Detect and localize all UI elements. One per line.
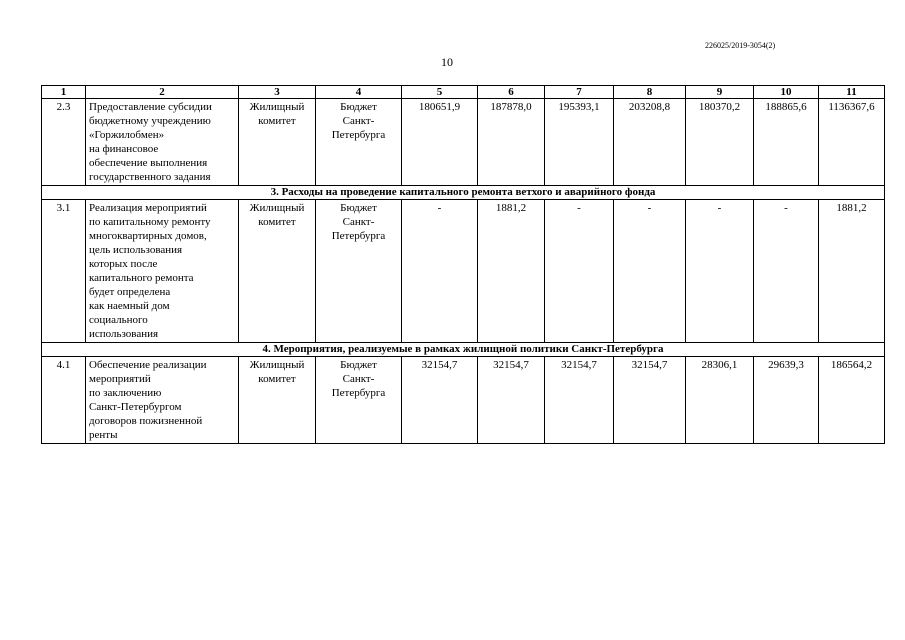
activity-name-line: будет определена (89, 286, 171, 298)
amount-cell: 29639,3 (754, 357, 819, 444)
funding-source-line: Петербурга (331, 387, 386, 399)
column-header: 10 (754, 86, 819, 99)
column-header: 4 (316, 86, 402, 99)
table-row (42, 357, 885, 444)
section-title-row (42, 343, 885, 357)
column-header: 5 (402, 86, 478, 99)
table-row (42, 200, 885, 343)
activity-name-line: как наемный дом (89, 300, 170, 312)
funding-source-line: Бюджет (340, 359, 377, 371)
column-header: 9 (686, 86, 754, 99)
activity-name-line: по заключению (89, 387, 162, 399)
activity-name-line: использования (89, 328, 159, 340)
activity-name (86, 200, 239, 343)
page-number: 10 (441, 55, 453, 69)
activity-name (86, 357, 239, 444)
executor-line: комитет (258, 216, 296, 228)
column-header: 8 (614, 86, 686, 99)
funding-source-line: Санкт- (342, 216, 375, 228)
amount-cell: - (545, 200, 614, 343)
amount-cell: - (686, 200, 754, 343)
activity-name-line: капитального ремонта (89, 272, 194, 284)
budget-table (41, 85, 885, 444)
funding-source-line: Бюджет (340, 202, 377, 214)
section-title-row (42, 186, 885, 200)
executor (239, 99, 316, 186)
column-header: 2 (86, 86, 239, 99)
table-row (42, 99, 885, 186)
funding-source-line: Петербурга (331, 129, 386, 141)
executor-line: комитет (258, 115, 296, 127)
executor-line: Жилищный (249, 359, 305, 371)
section-title: 4. Мероприятия, реализуемые в рамках жилищной политики Санкт-Петербурга (42, 343, 885, 357)
funding-source-line: Бюджет (340, 101, 377, 113)
funding-source (316, 200, 402, 343)
amount-cell: 28306,1 (686, 357, 754, 444)
amount-cell: 1881,2 (819, 200, 885, 343)
amount-cell: 203208,8 (614, 99, 686, 186)
amount-cell: 187878,0 (478, 99, 545, 186)
activity-name-line: многоквартирных домов, (89, 230, 207, 242)
amount-cell: 186564,2 (819, 357, 885, 444)
row-number: 3.1 (42, 200, 86, 343)
activity-name-line: по капитальному ремонту (89, 216, 211, 228)
amount-cell: 180370,2 (686, 99, 754, 186)
column-header: 6 (478, 86, 545, 99)
activity-name-line: Реализация мероприятий (89, 202, 207, 214)
column-header: 1 (42, 86, 86, 99)
amount-cell: 32154,7 (545, 357, 614, 444)
table-header-row (42, 86, 885, 99)
row-number: 2.3 (42, 99, 86, 186)
row-number: 4.1 (42, 357, 86, 444)
column-header: 3 (239, 86, 316, 99)
funding-source-line: Санкт- (342, 115, 375, 127)
executor-line: комитет (258, 373, 296, 385)
executor-line: Жилищный (249, 202, 305, 214)
amount-cell: 195393,1 (545, 99, 614, 186)
funding-source (316, 99, 402, 186)
activity-name-line: «Горжилобмен» (89, 129, 165, 141)
activity-name-line: социального (89, 314, 148, 326)
column-header: 7 (545, 86, 614, 99)
activity-name-line: которых после (89, 258, 158, 270)
executor (239, 200, 316, 343)
amount-cell: - (402, 200, 478, 343)
activity-name-line: ренты (89, 429, 118, 441)
executor (239, 357, 316, 444)
amount-cell: - (754, 200, 819, 343)
activity-name-line: договоров пожизненной (89, 415, 203, 427)
activity-name-line: цель использования (89, 244, 183, 256)
activity-name-line: на финансовое (89, 143, 159, 155)
funding-source (316, 357, 402, 444)
amount-cell: 1881,2 (478, 200, 545, 343)
amount-cell: 180651,9 (402, 99, 478, 186)
activity-name-line: бюджетному учреждению (89, 115, 211, 127)
amount-cell: 188865,6 (754, 99, 819, 186)
activity-name-line: государственного задания (89, 171, 211, 183)
document-code: 226025/2019-3054(2) (705, 41, 776, 50)
column-header: 11 (819, 86, 885, 99)
amount-cell: - (614, 200, 686, 343)
activity-name-line: Санкт-Петербургом (89, 401, 182, 413)
section-title: 3. Расходы на проведение капитального ремонта ветхого и аварийного фонда (42, 186, 885, 200)
activity-name-line: обеспечение выполнения (89, 157, 208, 169)
amount-cell: 1136367,6 (819, 99, 885, 186)
executor-line: Жилищный (249, 101, 305, 113)
funding-source-line: Санкт- (342, 373, 375, 385)
activity-name-line: мероприятий (89, 373, 151, 385)
amount-cell: 32154,7 (402, 357, 478, 444)
activity-name-line: Обеспечение реализации (89, 359, 207, 371)
activity-name-line: Предоставление субсидии (89, 101, 212, 113)
amount-cell: 32154,7 (478, 357, 545, 444)
funding-source-line: Петербурга (331, 230, 386, 242)
activity-name (86, 99, 239, 186)
amount-cell: 32154,7 (614, 357, 686, 444)
